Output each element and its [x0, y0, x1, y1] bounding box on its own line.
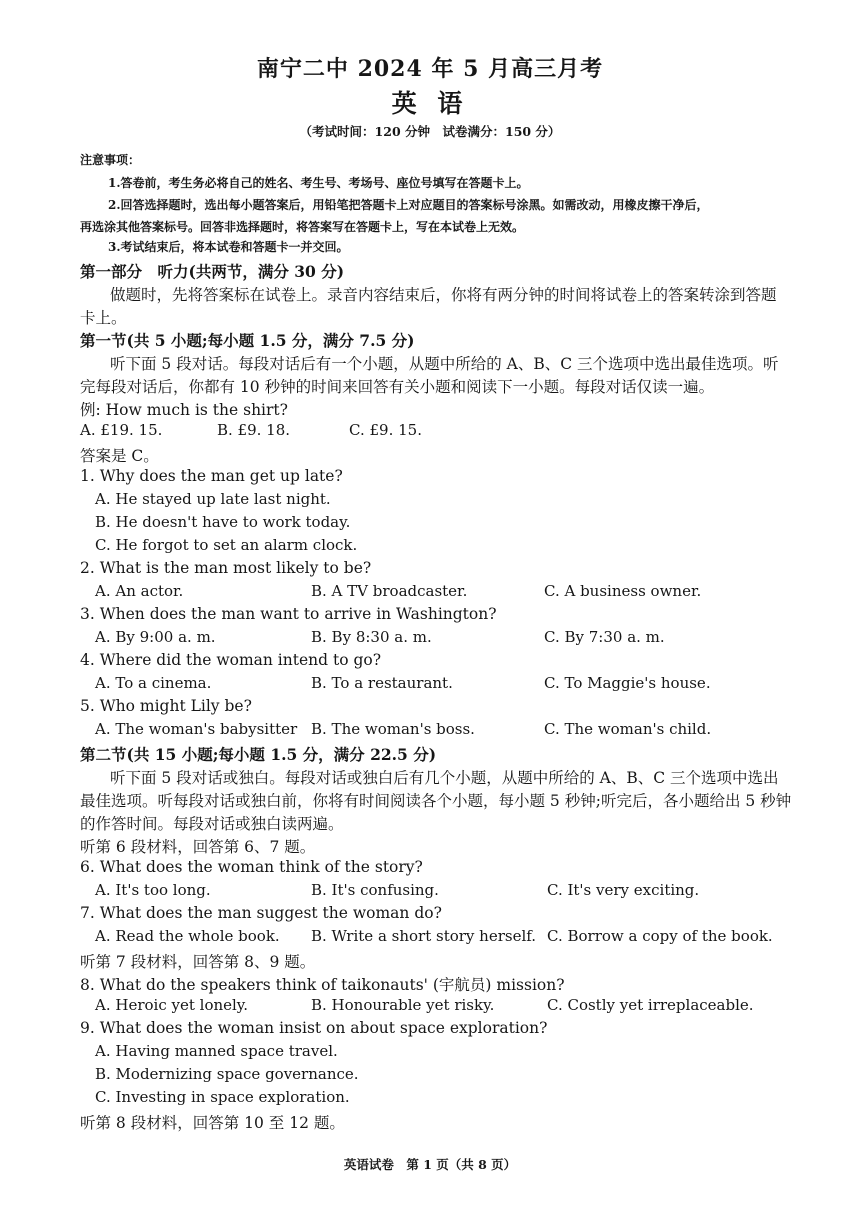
part1-heading: 第一部分 听力(共两节，满分 30 分) — [80, 262, 345, 281]
q6-option-c: C. It's very exciting. — [547, 881, 700, 899]
question-2: 2. What is the man most likely to be? — [80, 559, 372, 577]
q3-option-a: A. By 9:00 a. m. — [95, 628, 216, 646]
exam-title: 南宁二中 2024 年 5 月高三月考 — [256, 56, 604, 82]
question-1: 1. Why does the man get up late? — [80, 467, 343, 485]
q5-option-a: A. The woman's babysitter — [95, 720, 298, 738]
part1-intro-b: 卡上。 — [80, 309, 127, 327]
page-footer: 英语试卷 第 1 页（共 8 页） — [343, 1157, 517, 1172]
q2-option-c: C. A business owner. — [544, 582, 702, 600]
question-4: 4. Where did the woman intend to go? — [80, 651, 382, 669]
material-8-label: 听第 8 段材料，回答第 10 至 12 题。 — [80, 1114, 345, 1132]
q4-option-c: C. To Maggie's house. — [544, 674, 711, 692]
q9-option-b: B. Modernizing space governance. — [95, 1065, 359, 1083]
q4-option-b: B. To a restaurant. — [311, 674, 453, 692]
example-option-c: C. £9. 15. — [349, 421, 422, 439]
example-question: 例: How much is the shirt? — [80, 401, 288, 419]
note-2a: 2.回答选择题时，选出每小题答案后，用铅笔把答题卡上对应题目的答案标号涂黑。如需改动，用橡皮擦干净后， — [108, 198, 709, 212]
q1-option-c: C. He forgot to set an alarm clock. — [95, 536, 358, 554]
example-answer: 答案是 C。 — [80, 447, 159, 465]
section2-instr-b: 最佳选项。听每段对话或独白前，你将有时间阅读各个小题，每小题 5 秒钟;听完后，各小题给出 5 秒钟 — [80, 792, 792, 810]
q8-option-c: C. Costly yet irreplaceable. — [547, 996, 754, 1014]
section2-heading: 第二节(共 15 小题;每小题 1.5 分，满分 22.5 分) — [80, 745, 437, 764]
notes-heading: 注意事项： — [80, 153, 141, 167]
q2-option-b: B. A TV broadcaster. — [311, 582, 468, 600]
q1-option-b: B. He doesn't have to work today. — [95, 513, 351, 531]
q2-option-a: A. An actor. — [95, 582, 184, 600]
section1-instr-a: 听下面 5 段对话。每段对话后有一个小题，从题中所给的 A、B、C 三个选项中选出最佳选项。听 — [110, 355, 779, 373]
note-1: 1.答卷前，考生务必将自己的姓名、考生号、考场号、座位号填写在答题卡上。 — [108, 176, 529, 190]
note-3: 3.考试结束后，将本试卷和答题卡一并交回。 — [108, 240, 349, 254]
q3-option-b: B. By 8:30 a. m. — [311, 628, 432, 646]
example-option-a: A. £19. 15. — [80, 421, 163, 439]
section2-instr-a: 听下面 5 段对话或独白。每段对话或独白后有几个小题，从题中所给的 A、B、C 三个选项中选出 — [110, 769, 779, 787]
section1-heading: 第一节(共 5 小题;每小题 1.5 分，满分 7.5 分) — [80, 331, 415, 350]
question-6: 6. What does the woman think of the story? — [80, 858, 423, 876]
exam-meta: （考试时间：120 分钟 试卷满分：150 分） — [299, 124, 561, 139]
note-2b: 再选涂其他答案标号。回答非选择题时，将答案写在答题卡上，写在本试卷上无效。 — [80, 220, 525, 234]
q7-option-a: A. Read the whole book. — [95, 927, 280, 945]
section2-instr-c: 的作答时间。每段对话或独白读两遍。 — [80, 815, 344, 833]
q1-option-a: A. He stayed up late last night. — [95, 490, 331, 508]
q4-option-a: A. To a cinema. — [95, 674, 212, 692]
q7-option-c: C. Borrow a copy of the book. — [547, 927, 773, 945]
question-9: 9. What does the woman insist on about space exploration? — [80, 1019, 548, 1037]
q5-option-c: C. The woman's child. — [544, 720, 712, 738]
q6-option-a: A. It's too long. — [95, 881, 211, 899]
section1-instr-b: 完每段对话后，你都有 10 秒钟的时间来回答有关小题和阅读下一小题。每段对话仅读一遍。 — [80, 378, 715, 396]
question-7: 7. What does the man suggest the woman do? — [80, 904, 442, 922]
question-5: 5. Who might Lily be? — [80, 697, 252, 715]
example-option-b: B. £9. 18. — [217, 421, 291, 439]
subject-title: 英 语 — [391, 89, 469, 118]
q8-option-b: B. Honourable yet risky. — [311, 996, 495, 1014]
q9-option-c: C. Investing in space exploration. — [95, 1088, 350, 1106]
q8-option-a: A. Heroic yet lonely. — [95, 996, 249, 1014]
question-3: 3. When does the man want to arrive in Washington? — [80, 605, 497, 623]
q5-option-b: B. The woman's boss. — [311, 720, 475, 738]
question-8: 8. What do the speakers think of taikonauts' (宇航员) mission? — [80, 976, 565, 994]
q6-option-b: B. It's confusing. — [311, 881, 439, 899]
material-6-label: 听第 6 段材料，回答第 6、7 题。 — [80, 838, 316, 856]
part1-intro-a: 做题时，先将答案标在试卷上。录音内容结束后，你将有两分钟的时间将试卷上的答案转涂到答题 — [110, 286, 777, 304]
q3-option-c: C. By 7:30 a. m. — [544, 628, 665, 646]
q7-option-b: B. Write a short story herself. — [311, 927, 537, 945]
q9-option-a: A. Having manned space travel. — [95, 1042, 338, 1060]
material-7-label: 听第 7 段材料，回答第 8、9 题。 — [80, 953, 316, 971]
